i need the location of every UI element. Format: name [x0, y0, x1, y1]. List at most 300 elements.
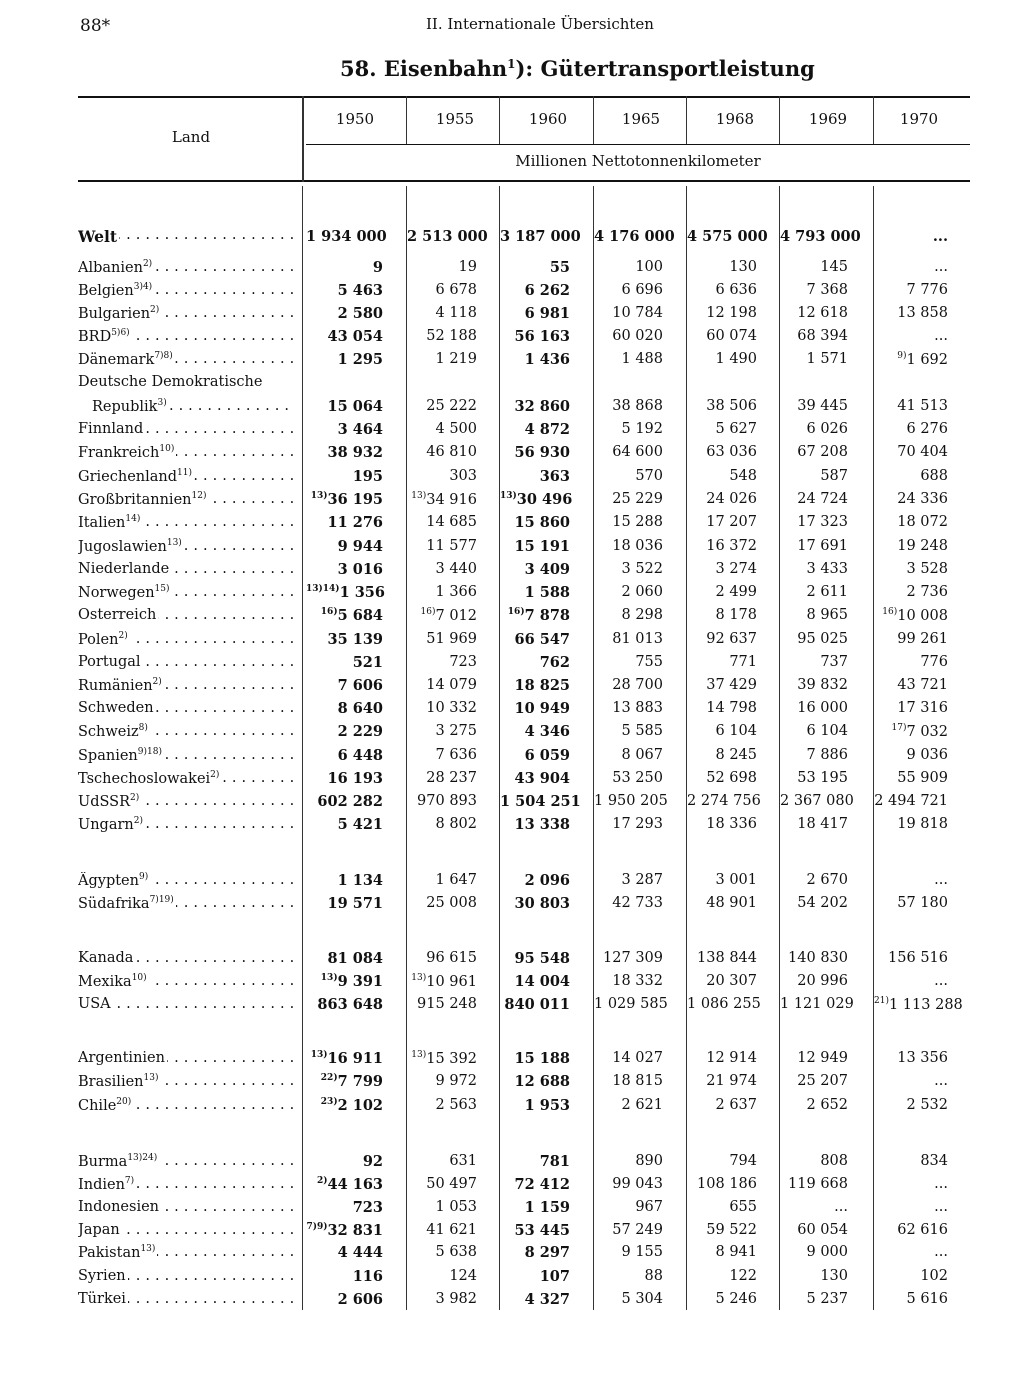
table-cell [874, 444, 948, 460]
cell-value: 15 188 [514, 1050, 570, 1067]
table-cell [407, 872, 477, 888]
table-cell [500, 816, 570, 833]
cell-value: 1 159 [524, 1199, 570, 1216]
table-cell [874, 561, 948, 577]
cell-footnote: 13) [411, 973, 427, 983]
table-cell [874, 398, 948, 414]
cell-value: 14 685 [426, 514, 477, 530]
table-cell [687, 996, 761, 1012]
row-label [78, 1291, 294, 1307]
cell-value: 688 [920, 468, 948, 484]
table-cell [687, 950, 757, 966]
cell-value: 11 577 [426, 538, 477, 554]
table-cell [407, 700, 477, 716]
table-cell [594, 584, 663, 600]
cell-value: 1 029 585 [594, 996, 668, 1012]
table-cell [594, 747, 663, 763]
row-label [78, 996, 294, 1012]
cell-value: 41 513 [897, 398, 948, 414]
cell-value: 3 433 [806, 561, 848, 577]
cell-value: 130 [820, 1268, 848, 1284]
cell-value: 2 736 [906, 584, 948, 600]
table-cell [306, 1222, 383, 1239]
cell-value: 25 222 [426, 398, 477, 414]
cell-value: 5 616 [906, 1291, 948, 1307]
table-cell [687, 398, 757, 414]
cell-footnote: 16) [882, 607, 898, 617]
table-cell [687, 1176, 757, 1192]
footnote-marker: 10) [159, 444, 175, 454]
cell-value: 18 825 [514, 677, 570, 694]
table-cell [306, 631, 383, 648]
cell-value: 127 309 [603, 950, 663, 966]
cell-value: 24 724 [797, 491, 848, 507]
cell-value: 25 008 [426, 895, 477, 911]
cell-value: 43 721 [897, 677, 948, 693]
cell-value: 602 282 [317, 793, 383, 810]
table-cell [407, 816, 477, 832]
footnote-marker: 7) [124, 1176, 135, 1186]
table-cell [874, 468, 948, 484]
footnote-marker: 2) [150, 305, 160, 315]
cell-value: 3 409 [524, 561, 570, 578]
table-cell [687, 1050, 757, 1066]
year-header: 1970 [899, 110, 939, 128]
cell-value: 3 187 000 [500, 228, 581, 245]
table-cell [874, 1176, 948, 1192]
table-cell [594, 1244, 663, 1260]
cell-value: 53 445 [514, 1222, 570, 1239]
footnote-marker: 10) [131, 973, 147, 983]
table-cell [500, 770, 570, 787]
column-rule [593, 96, 594, 144]
table-cell [874, 282, 948, 298]
cell-value: 10 332 [426, 700, 477, 716]
cell-value: 102 [920, 1268, 948, 1284]
cell-value: 2 652 [806, 1097, 848, 1113]
cell-value: 38 506 [706, 398, 757, 414]
table-cell [306, 950, 383, 967]
table-cell [500, 1244, 570, 1261]
footnote-marker: 11) [177, 468, 192, 478]
cell-value: 95 025 [797, 631, 848, 647]
table-cell [780, 1073, 848, 1089]
table-cell [780, 950, 848, 966]
table-cell [407, 1073, 477, 1089]
cell-value: 863 648 [317, 996, 383, 1013]
cell-value: 108 186 [697, 1176, 757, 1192]
cell-value: 30 803 [514, 895, 570, 912]
cell-value: 2 532 [906, 1097, 948, 1113]
country-name: Südafrika [78, 895, 150, 912]
cell-value: ... [934, 973, 948, 989]
table-cell [780, 1176, 848, 1192]
table-cell [594, 328, 663, 344]
table-cell [407, 468, 477, 484]
cell-footnote: 13) [310, 1050, 328, 1061]
column-rule [302, 96, 304, 182]
cell-value: 18 332 [612, 973, 663, 989]
table-cell [306, 700, 383, 717]
table-cell [780, 973, 848, 989]
table-cell [407, 950, 477, 966]
cell-value: 7 606 [337, 677, 383, 694]
table-cell [407, 1050, 477, 1067]
table-title [340, 56, 815, 81]
row-label [78, 700, 294, 716]
table-cell [306, 1073, 383, 1090]
table-cell [780, 228, 861, 245]
table-cell [687, 895, 757, 911]
table-cell [780, 282, 848, 298]
column-rule [302, 186, 303, 1310]
table-cell [407, 259, 477, 275]
table-cell [594, 259, 663, 275]
cell-value: 24 026 [706, 491, 757, 507]
country-name: Schweiz [78, 723, 139, 740]
cell-value: 2 494 721 [874, 793, 948, 809]
cell-value: 56 163 [514, 328, 570, 345]
cell-value: 12 198 [706, 305, 757, 321]
table-cell [780, 514, 848, 530]
cell-value: 1 134 [337, 872, 383, 889]
table-cell [306, 444, 383, 461]
row-label [78, 631, 294, 648]
table-cell [306, 654, 383, 671]
table-cell [500, 1097, 570, 1114]
cell-value: 3 275 [435, 723, 477, 739]
row-label [78, 1050, 294, 1066]
cell-value: 762 [539, 654, 570, 671]
column-rule [686, 96, 687, 144]
table-cell [407, 305, 477, 321]
footnote-marker: 13) [166, 538, 182, 548]
running-head: II. Internationale Übersichten [426, 15, 654, 33]
table-cell [780, 654, 848, 670]
table-cell [780, 996, 854, 1012]
table-cell [306, 259, 383, 276]
year-header: 1960 [528, 110, 568, 128]
table-cell [594, 351, 663, 367]
cell-value: 14 004 [514, 973, 570, 990]
cell-value: 57 249 [612, 1222, 663, 1238]
footnote-marker: 2) [152, 677, 162, 687]
footnote-marker: 5)6) [111, 328, 130, 338]
cell-value: 834 [920, 1153, 948, 1169]
table-cell [594, 677, 663, 693]
table-cell [306, 872, 383, 889]
table-cell [407, 1097, 477, 1113]
table-cell [407, 996, 477, 1012]
cell-value: 70 404 [897, 444, 948, 460]
cell-value: 54 202 [797, 895, 848, 911]
cell-value: 92 [362, 1153, 383, 1170]
table-cell [306, 1097, 383, 1114]
cell-value: 781 [539, 1153, 570, 1170]
cell-value: 655 [729, 1199, 757, 1215]
header-land: Land [171, 128, 211, 146]
country-name: Republik [92, 398, 158, 415]
cell-value: 6 636 [715, 282, 757, 298]
cell-value: 17 316 [897, 700, 948, 716]
cell-value: 7 776 [906, 282, 948, 298]
cell-value: 52 698 [706, 770, 757, 786]
cell-value: 723 [352, 1199, 383, 1216]
cell-value: 38 868 [612, 398, 663, 414]
cell-value: 145 [820, 259, 848, 275]
cell-value: 12 618 [797, 305, 848, 321]
cell-value: 55 909 [897, 770, 948, 786]
table-cell [407, 444, 477, 460]
cell-footnote: 13) [411, 491, 427, 501]
cell-value: 5 192 [621, 421, 663, 437]
table-cell [687, 305, 757, 321]
cell-value: 12 914 [706, 1050, 757, 1066]
cell-value: 776 [920, 654, 948, 670]
table-cell [780, 351, 848, 367]
cell-value: 10 949 [514, 700, 570, 717]
cell-value: 3 464 [337, 421, 383, 438]
cell-value: 4 327 [524, 1291, 570, 1308]
cell-value: 2 060 [621, 584, 663, 600]
table-cell [407, 631, 477, 647]
table-cell [874, 1199, 948, 1215]
cell-value: 15 860 [514, 514, 570, 531]
table-cell [306, 973, 383, 990]
country-name: Niederlande [78, 561, 170, 577]
cell-value: 6 262 [524, 282, 570, 299]
table-cell [594, 1073, 663, 1089]
cell-value: 2 563 [435, 1097, 477, 1113]
cell-value: 18 036 [612, 538, 663, 554]
cell-value: 1 295 [337, 351, 383, 368]
table-cell [874, 654, 948, 670]
row-label [78, 514, 294, 531]
cell-value: 1 588 [524, 584, 570, 601]
table-cell [687, 328, 757, 344]
row-label [78, 374, 294, 390]
row-label [78, 895, 294, 912]
table-cell [687, 1153, 757, 1169]
cell-value: 3 016 [337, 561, 383, 578]
country-name: Chile [78, 1097, 117, 1114]
cell-footnote: 7)9) [306, 1222, 328, 1233]
cell-footnote: 13) [500, 491, 517, 502]
table-cell [687, 1291, 757, 1307]
table-cell [500, 1073, 570, 1090]
table-cell [500, 351, 570, 368]
cell-value: 1 953 [524, 1097, 570, 1114]
cell-value: 63 036 [706, 444, 757, 460]
table-cell [407, 1244, 477, 1260]
table-cell [874, 538, 948, 554]
cell-value: 7 636 [435, 747, 477, 763]
cell-footnote: 13) [320, 973, 338, 984]
table-cell [780, 677, 848, 693]
table-cell [407, 228, 488, 245]
country-name: Brasilien [78, 1073, 144, 1090]
cell-value: 18 336 [706, 816, 757, 832]
row-label [78, 677, 294, 694]
cell-value: 4 444 [337, 1244, 383, 1261]
footnote-marker: 14) [125, 514, 141, 524]
table-cell [780, 1268, 848, 1284]
country-name: Türkei [78, 1291, 126, 1307]
table-cell [500, 282, 570, 299]
country-name: Finnland [78, 421, 144, 437]
table-cell [780, 538, 848, 554]
table-cell [306, 895, 383, 912]
table-cell [874, 421, 948, 437]
table-cell [407, 747, 477, 763]
cell-footnote: 16) [420, 607, 436, 617]
country-name: Belgien [78, 282, 134, 299]
table-cell [594, 654, 663, 670]
cell-value: 2 611 [806, 584, 848, 600]
cell-value: 16 372 [706, 538, 757, 554]
footnote-marker: 2) [130, 793, 140, 803]
table-cell [687, 700, 757, 716]
table-cell [407, 973, 477, 990]
cell-value: 122 [729, 1268, 757, 1284]
cell-value: 5 246 [715, 1291, 757, 1307]
country-name: Ungarn [78, 816, 134, 833]
cell-value: 99 261 [897, 631, 948, 647]
cell-value: 4 118 [435, 305, 477, 321]
table-cell [594, 973, 663, 989]
table-cell [874, 607, 948, 624]
cell-value: 19 [458, 259, 477, 275]
cell-value: 6 026 [806, 421, 848, 437]
country-name: Ägypten [78, 872, 139, 889]
table-cell [306, 351, 383, 368]
cell-value: 25 229 [612, 491, 663, 507]
table-cell [687, 793, 761, 809]
table-cell [780, 723, 848, 739]
table-cell [687, 816, 757, 832]
cell-value: 915 248 [417, 996, 477, 1012]
cell-footnote: 21) [874, 996, 889, 1006]
table-cell [874, 747, 948, 763]
cell-value: 5 627 [715, 421, 757, 437]
table-cell [500, 996, 570, 1013]
cell-value: 548 [729, 468, 757, 484]
cell-value: 44 163 [327, 1176, 383, 1193]
cell-value: 21 974 [706, 1073, 757, 1089]
year-header: 1950 [335, 110, 375, 128]
cell-value: 10 961 [426, 973, 477, 990]
table-cell [687, 872, 757, 888]
table-cell [407, 282, 477, 298]
table-cell [594, 538, 663, 554]
row-label [78, 723, 294, 740]
table-cell [500, 561, 570, 578]
footnote-marker: 20) [116, 1097, 132, 1107]
table-cell [594, 282, 663, 298]
cell-value: 56 930 [514, 444, 570, 461]
table-cell [407, 514, 477, 530]
cell-value: 15 392 [426, 1050, 477, 1067]
table-cell [780, 561, 848, 577]
table-cell [780, 700, 848, 716]
cell-value: 5 585 [621, 723, 663, 739]
row-label [78, 872, 294, 889]
cell-value: 18 072 [897, 514, 948, 530]
cell-value: 116 [352, 1268, 383, 1285]
cell-value: 1 571 [806, 351, 848, 367]
cell-value: 2 637 [715, 1097, 757, 1113]
cell-value: 28 237 [426, 770, 477, 786]
table-cell [306, 282, 383, 299]
cell-value: 1 950 205 [594, 793, 668, 809]
table-cell [874, 793, 948, 809]
cell-value: 5 237 [806, 1291, 848, 1307]
table-cell [500, 793, 581, 810]
header-unit: Millionen Nettotonnenkilometer [515, 152, 761, 170]
cell-value: 587 [820, 468, 848, 484]
table-cell [407, 584, 477, 600]
table-cell [500, 950, 570, 967]
cell-value: 13 858 [897, 305, 948, 321]
table-cell [780, 1097, 848, 1113]
table-cell [780, 607, 848, 623]
cell-footnote: 16) [507, 607, 525, 618]
table-cell [594, 444, 663, 460]
table-cell [874, 1268, 948, 1284]
row-label [78, 259, 294, 276]
table-cell [306, 607, 383, 624]
table-cell [594, 1291, 663, 1307]
cell-value: 88 [644, 1268, 663, 1284]
table-cell [874, 1073, 948, 1089]
header-bottom-rule [78, 180, 970, 182]
table-cell [500, 259, 570, 276]
cell-value: 43 904 [514, 770, 570, 787]
row-label [78, 538, 294, 555]
table-cell [780, 421, 848, 437]
country-name: Frankreich [78, 444, 160, 461]
table-cell [306, 584, 383, 601]
cell-value: 19 248 [897, 538, 948, 554]
table-cell [874, 677, 948, 693]
table-cell [687, 444, 757, 460]
table-cell [780, 793, 854, 809]
table-cell [306, 747, 383, 764]
cell-value: 3 440 [435, 561, 477, 577]
table-cell [306, 816, 383, 833]
country-name: Spanien [78, 747, 138, 764]
cell-value: 16 911 [327, 1050, 383, 1067]
table-cell [594, 421, 663, 437]
cell-value: 9 155 [621, 1244, 663, 1260]
country-name: Italien [78, 514, 126, 531]
cell-value: 2 499 [715, 584, 757, 600]
cell-value: 6 059 [524, 747, 570, 764]
cell-value: 2 606 [337, 1291, 383, 1308]
cell-value: 17 691 [797, 538, 848, 554]
table-cell [407, 654, 477, 670]
table-cell [500, 1153, 570, 1170]
cell-value: 3 982 [435, 1291, 477, 1307]
footnote-marker: 2) [210, 770, 220, 780]
country-name: Indien [78, 1176, 125, 1193]
footnote-marker: 8) [138, 723, 148, 733]
cell-value: 755 [635, 654, 663, 670]
cell-value: 12 949 [797, 1050, 848, 1066]
table-cell [874, 305, 948, 321]
cell-value: 8 941 [715, 1244, 757, 1260]
table-cell [500, 872, 570, 889]
